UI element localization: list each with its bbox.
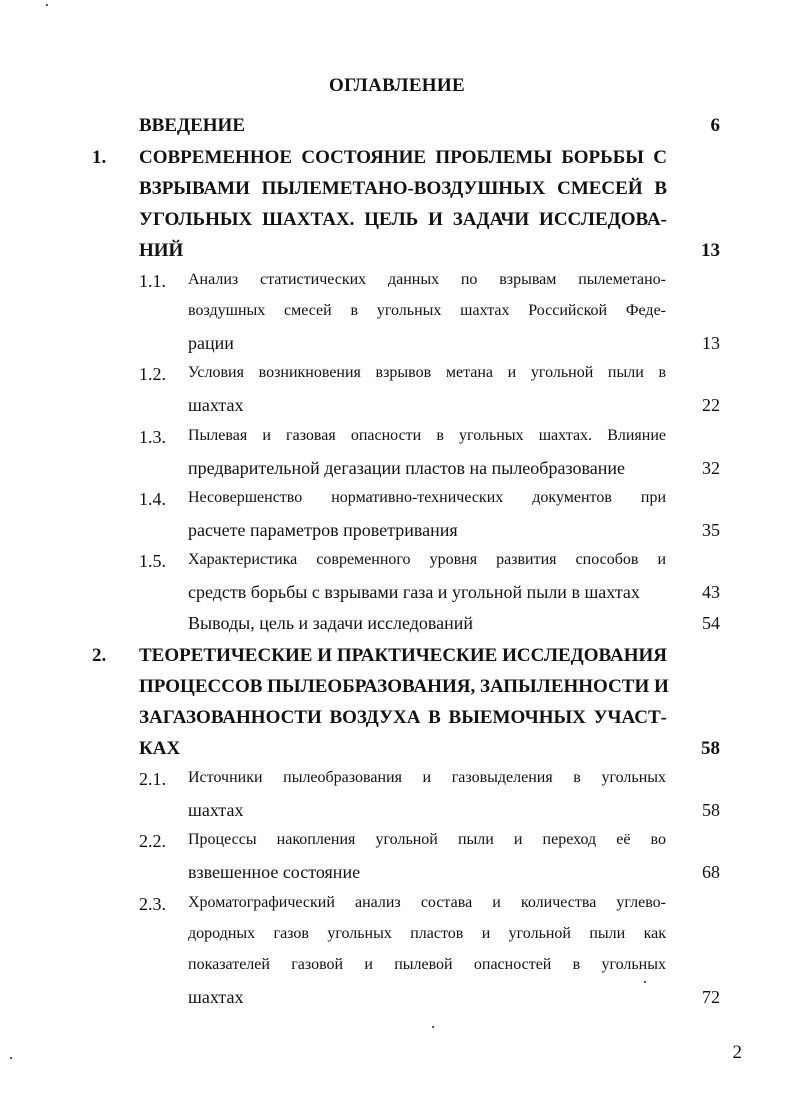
section-page: 43: [702, 582, 720, 602]
chapter-2-title-line: ЗАГАЗОВАННОСТИ ВОЗДУХА В ВЫЕМОЧНЫХ УЧАСТ-: [139, 707, 667, 728]
section-number: 1.3.: [139, 427, 166, 447]
scan-speck: [46, 4, 48, 6]
section-title-line: взвешенное состояние: [188, 862, 361, 882]
section-number: 1.5.: [139, 551, 166, 571]
chapter-1-title-line: СОВРЕМЕННОЕ СОСТОЯНИЕ ПРОБЛЕМЫ БОРЬБЫ С: [139, 147, 667, 168]
chapter-1-number: 1.: [92, 147, 107, 168]
section-title-line: дородных газов угольных пластов и угольной пыли как: [188, 925, 666, 942]
section-title-line: шахтах: [188, 395, 244, 415]
section-title-line: Условия возникновения взрывов метана и угольной пыли в: [188, 364, 666, 381]
chapter-1-page: 13: [701, 240, 720, 261]
chapter-2-number: 2.: [92, 645, 107, 666]
section-page: 72: [702, 987, 720, 1007]
section-number: 1.2.: [139, 364, 166, 384]
section-title-line: Процессы накопления угольной пыли и переход её во: [188, 831, 666, 848]
chapter-2-title-line: ТЕОРЕТИЧЕСКИЕ И ПРАКТИЧЕСКИЕ ИССЛЕДОВАНИЯ: [139, 645, 667, 666]
section-page: 35: [702, 520, 720, 540]
section-title-line: расчете параметров проветривания: [188, 520, 458, 540]
section-number: 1.4.: [139, 489, 166, 509]
scan-speck: [432, 1026, 434, 1028]
section-page: 68: [702, 862, 720, 882]
section-title-line: Характеристика современного уровня развития способов и: [188, 551, 666, 568]
section-title-line: Анализ статистических данных по взрывам пылеметано-: [188, 271, 666, 288]
toc-intro-page: 6: [710, 115, 720, 136]
sheet-page-number: 2: [732, 1042, 742, 1063]
toc-intro-label: ВВЕДЕНИЕ: [139, 115, 245, 136]
section-number: 2.2.: [139, 831, 166, 851]
section-page: 13: [702, 333, 720, 353]
section-title-line: рации: [188, 333, 234, 353]
chapter-2-title-line: ПРОЦЕССОВ ПЫЛЕОБРАЗОВАНИЯ, ЗАПЫЛЕННОСТИ И: [139, 676, 669, 697]
chapter-2-page: 58: [701, 738, 720, 759]
section-number: 1.1.: [139, 271, 166, 291]
section-title-line: средств борьбы с взрывами газа и угольной пыли в шахтах: [188, 582, 640, 602]
section-title-line: предварительной дегазации пластов на пылеобразование: [188, 458, 625, 478]
chapter-1-title-line: УГОЛЬНЫХ ШАХТАХ. ЦЕЛЬ И ЗАДАЧИ ИССЛЕДОВА-: [139, 209, 667, 230]
scan-speck: [644, 981, 646, 983]
section-title-line: шахтах: [188, 800, 244, 820]
section-title-line: Хроматографический анализ состава и количества углево-: [188, 894, 666, 911]
chapter-2-title-line: КАХ: [139, 738, 181, 759]
section-number: 2.3.: [139, 894, 166, 914]
section-title-line: шахтах: [188, 987, 244, 1007]
section-page: 58: [702, 800, 720, 820]
section-title-line: воздушных смесей в угольных шахтах Российской Феде-: [188, 302, 666, 319]
conclusions-label: Выводы, цель и задачи исследований: [188, 613, 474, 633]
chapter-1-title-line: НИЙ: [139, 240, 184, 261]
section-page: 32: [702, 458, 720, 478]
section-title-line: Источники пылеобразования и газовыделения в угольных: [188, 769, 666, 786]
section-title-line: Несовершенство нормативно-технических документов при: [188, 489, 666, 506]
scan-speck: [10, 1057, 12, 1059]
section-number: 2.1.: [139, 769, 166, 789]
chapter-1-title-line: ВЗРЫВАМИ ПЫЛЕМЕТАНО-ВОЗДУШНЫХ СМЕСЕЙ В: [139, 178, 667, 199]
section-page: 22: [702, 395, 720, 415]
conclusions-page: 54: [702, 613, 720, 633]
section-title-line: Пылевая и газовая опасности в угольных шахтах. Влияние: [188, 427, 666, 444]
page-title: ОГЛАВЛЕНИЕ: [329, 75, 465, 96]
section-title-line: показателей газовой и пылевой опасностей в угольных: [188, 956, 666, 973]
